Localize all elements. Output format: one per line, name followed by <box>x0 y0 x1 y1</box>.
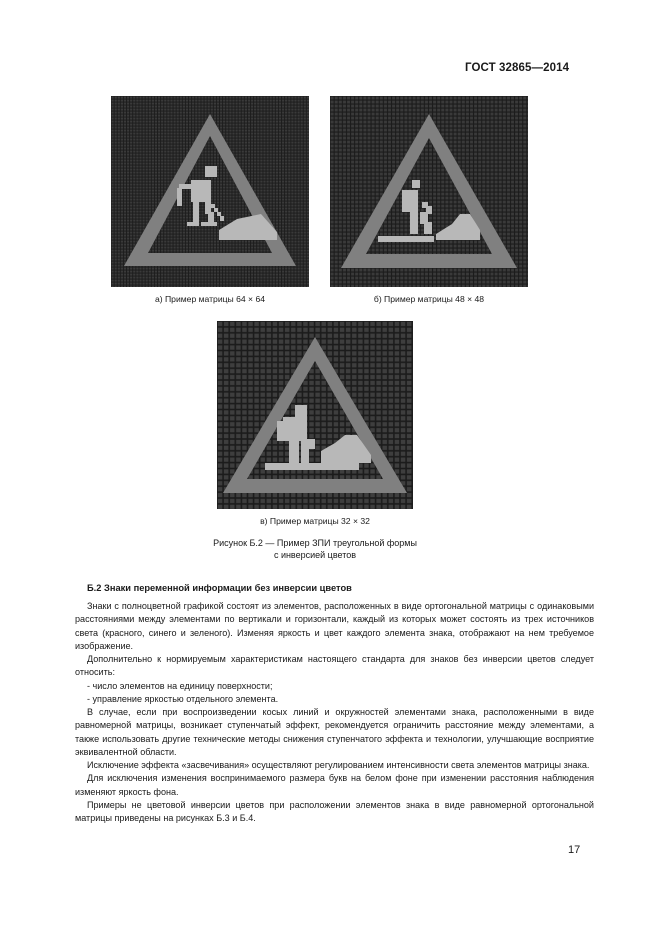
matrix-figure-32 <box>217 321 413 509</box>
paragraph: В случае, если при воспроизведении косых линий и окружностей элементами знака, расположенными в виде равномерной матрицы, возникает ступенчатый эффект, рекомендуется ограничить расстояние между элементами, а также использовать другие технические методы снижения ступенчатого эффекта и технологии, улучшающие восприятие эквивалентной области. <box>75 707 594 757</box>
list-item: - число элементов на единицу поверхности; <box>87 680 273 691</box>
matrix-figure-64 <box>111 96 309 287</box>
caption-matrix-32: в) Пример матрицы 32 × 32 <box>260 516 370 526</box>
paragraph: Дополнительно к нормируемым характеристикам настоящего стандарта для знаков без инверсии цветов следует относить: <box>75 654 594 678</box>
paragraph: Для исключения изменения воспринимаемого размера букв на белом фоне при изменении расстояния наблюдения изменяют яркость фона. <box>75 773 594 797</box>
matrix-figure-48 <box>330 96 528 287</box>
paragraph: Исключение эффекта «засвечивания» осуществляют регулированием интенсивности света элементов матрицы знака. <box>87 760 590 770</box>
figure-title <box>150 538 480 561</box>
section-title: Б.2 Знаки переменной информации без инверсии цветов <box>87 583 352 593</box>
caption-matrix-48: б) Пример матрицы 48 × 48 <box>373 294 485 304</box>
paragraph: Примеры не цветовой инверсии цветов при расположении элементов знака в виде равномерной ортогональной матрицы приведены на рисунках Б.3 и Б.4. <box>75 799 594 823</box>
document-header: ГОСТ 32865—2014 <box>465 62 570 74</box>
list-item: - управление яркостью отдельного элемента. <box>87 693 279 704</box>
section-body <box>75 600 594 825</box>
paragraph: Знаки с полноцветной графикой состоят из элементов, расположенных в виде ортогональной матрицы с одинаковыми расстояниями между элементами по вертикали и горизонтали, каждый из которых может состоять из трех источников света (красного, синего и зеленого). Изменяя яркость и цвет каждого элемента знака, отображают на нем требуемое изображение. <box>75 601 594 651</box>
figure-title-line1: Рисунок Б.2 — Пример ЗПИ треугольной формы <box>213 538 417 548</box>
caption-matrix-64: а) Пример матрицы 64 × 64 <box>154 294 266 304</box>
page-number: 17 <box>568 844 581 856</box>
figure-title-line2: с инверсией цветов <box>273 549 357 560</box>
